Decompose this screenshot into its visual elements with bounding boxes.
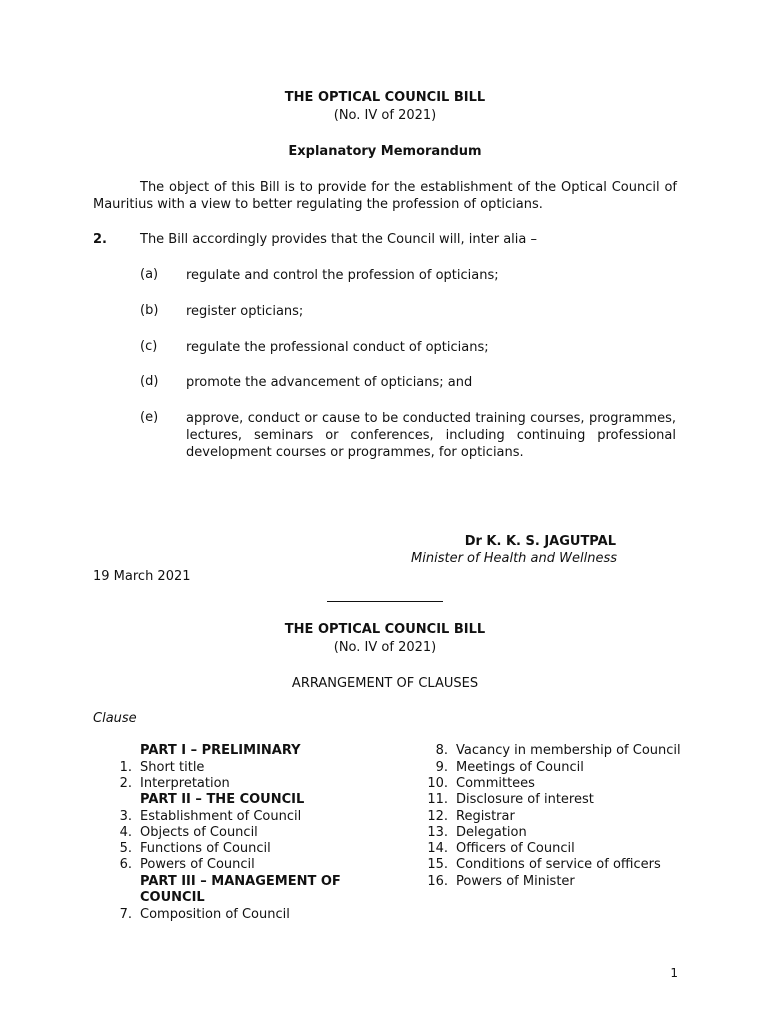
toc-clause-title: Powers of Minister [456,874,575,889]
memo-paragraph-2-number: 2. [93,232,107,247]
toc-clause-number: 10. [427,776,448,791]
toc-clause-title: Vacancy in membership of Council [456,743,681,758]
toc-clause-number: 1. [119,760,132,775]
toc-part-heading: PART III – MANAGEMENT OF [140,874,341,889]
toc-clause-number: 9. [435,760,448,775]
memo-paragraph-2-text: The Bill accordingly provides that the Council will, inter alia – [140,232,538,247]
arrangement-heading: ARRANGEMENT OF CLAUSES [291,676,479,691]
toc-clause-title: Composition of Council [140,907,290,922]
toc-clause-title: Functions of Council [140,841,271,856]
toc-clause-number: 13. [427,825,448,840]
memo-item-text: regulate the professional conduct of opticians; [186,340,489,355]
toc-clause-number: 11. [427,792,448,807]
arrangement-title: THE OPTICAL COUNCIL BILL [284,622,486,637]
toc-clause-title: Registrar [456,809,515,824]
toc-part-heading-continued: COUNCIL [140,890,205,905]
signatory-name: Dr K. K. S. JAGUTPAL [464,534,616,549]
toc-clause-number: 16. [427,874,448,889]
arrangement-bill-number: (No. IV of 2021) [333,640,437,655]
toc-clause-number: 8. [435,743,448,758]
toc-clause-title: Disclosure of interest [456,792,594,807]
toc-clause-title: Interpretation [140,776,230,791]
memo-title: THE OPTICAL COUNCIL BILL [284,90,486,105]
memo-paragraph-1: The object of this Bill is to provide for the establishment of the Optical Council of Mauritius with a view to better regulating the profession of opticians. [93,180,677,212]
memo-bill-number: (No. IV of 2021) [333,108,437,123]
toc-clause-number: 15. [427,857,448,872]
memo-item-text: register opticians; [186,304,304,319]
toc-clause-title: Committees [456,776,535,791]
toc-clause-title: Establishment of Council [140,809,302,824]
memo-item-label: (b) [140,303,159,318]
toc-part-heading: PART I – PRELIMINARY [140,743,301,758]
toc-clause-number: 2. [119,776,132,791]
toc-clause-number: 7. [119,907,132,922]
toc-clause-number: 12. [427,809,448,824]
toc-clause-number: 14. [427,841,448,856]
toc-clause-title: Delegation [456,825,527,840]
memo-item-label: (d) [140,374,159,389]
memo-item-text: approve, conduct or cause to be conducted training courses, programmes, lectures, seminars or conferences, including continuing professional development courses or programmes, for opticians. [186,411,676,460]
toc-clause-number: 3. [119,809,132,824]
section-divider [327,601,443,602]
toc-clause-number: 5. [119,841,132,856]
memo-item-label: (e) [140,410,159,425]
memo-item-text: regulate and control the profession of opticians; [186,268,499,283]
toc-clause-title: Officers of Council [456,841,575,856]
toc-clause-number: 6. [119,857,132,872]
memo-item-text: promote the advancement of opticians; and [186,375,473,390]
page-number: 1 [670,966,678,980]
memo-heading: Explanatory Memorandum [288,144,482,159]
toc-clause-title: Conditions of service of officers [456,857,661,872]
clause-column-label: Clause [93,711,137,726]
toc-clause-title: Objects of Council [140,825,258,840]
signatory-title: Minister of Health and Wellness [411,551,617,566]
toc-part-heading: PART II – THE COUNCIL [140,792,305,807]
memo-item-label: (c) [140,339,158,354]
toc-clause-title: Powers of Council [140,857,255,872]
toc-clause-number: 4. [119,825,132,840]
toc-clause-title: Short title [140,760,205,775]
toc-clause-title: Meetings of Council [456,760,584,775]
memo-date: 19 March 2021 [93,569,191,584]
memo-item-label: (a) [140,267,159,282]
